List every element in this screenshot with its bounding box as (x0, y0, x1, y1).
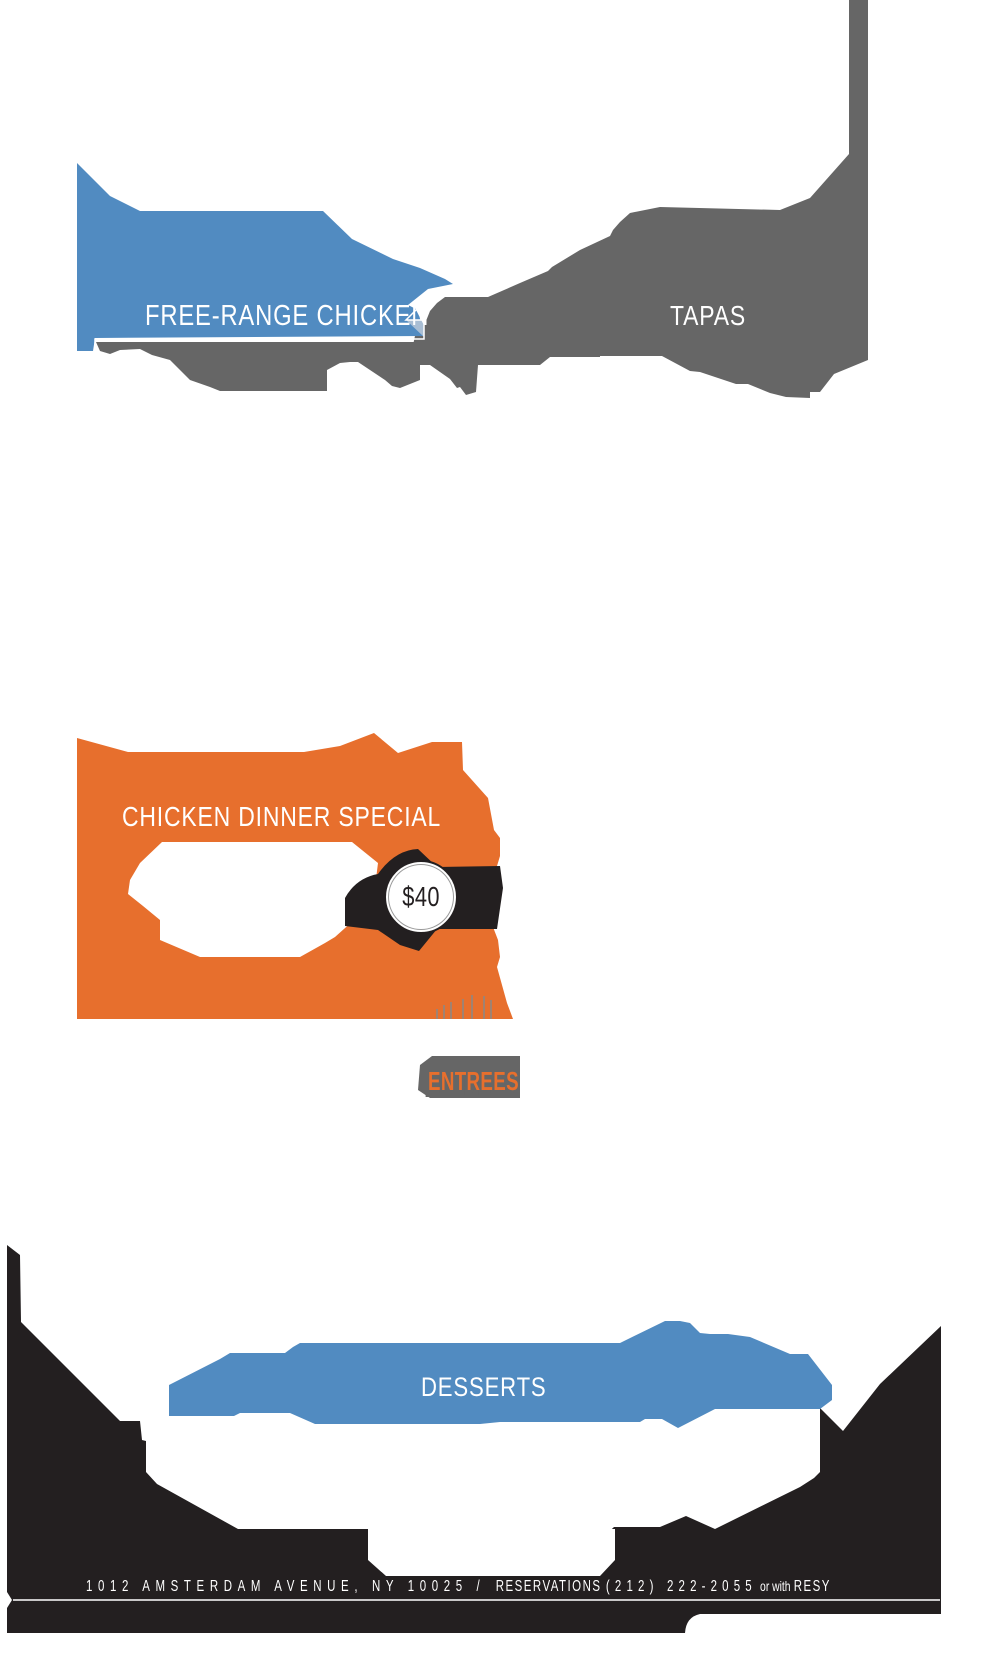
chicken-underside-shape (96, 342, 420, 391)
section-title-tapas: TAPAS (670, 300, 746, 331)
section-title-free-range-chicken: FREE-RANGE CHICKEN (145, 300, 430, 332)
footer-reservations-label: RESERVATIONS (495, 1578, 602, 1595)
footer-bottom-cutout (685, 1614, 941, 1633)
footer-phone[interactable]: (212) 222-2055 (605, 1578, 757, 1595)
price-badge (384, 860, 458, 934)
footer-resy-link[interactable]: RESY (793, 1578, 831, 1595)
section-title-desserts: DESSERTS (421, 1372, 547, 1402)
footer-address: 1012 AMSTERDAM AVENUE, NY 10025 / (86, 1578, 486, 1595)
footer-notch-center (368, 1529, 615, 1576)
footer-or-with: or with (760, 1578, 791, 1594)
tapas-shape (412, 0, 868, 398)
section-title-chicken-dinner-special: CHICKEN DINNER SPECIAL (122, 801, 442, 832)
footer-info (86, 1578, 831, 1596)
price-value: $40 (402, 881, 440, 912)
section-title-entrees: ENTREES (428, 1066, 519, 1096)
